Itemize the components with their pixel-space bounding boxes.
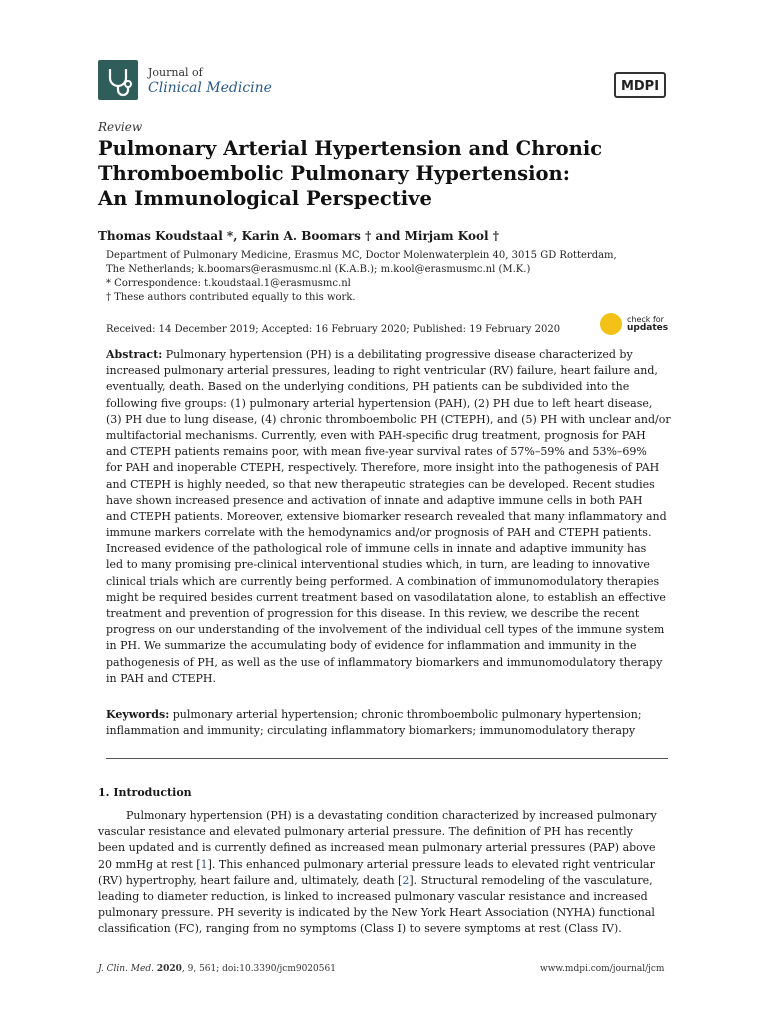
keywords-label: Keywords: bbox=[106, 708, 170, 721]
abstract-line: in PH. We summarize the accumulating body of evidence for inflammation and immunity in the bbox=[106, 639, 637, 653]
intro-text: leading to diameter reduction, is linked to increased pulmonary vascular resistance and increased bbox=[98, 889, 648, 903]
affiliation-line: The Netherlands; k.boomars@erasmusmc.nl (K.A.B.); m.kool@erasmusmc.nl (M.K.) bbox=[106, 264, 531, 275]
abstract-line: eventually, death. Based on the underlying conditions, PH patients can be subdivided into the bbox=[106, 380, 630, 394]
abstract-line: immune markers correlate with the hemodynamics and/or prognosis of PAH and CTEPH patients. bbox=[106, 526, 652, 540]
intro-text: ]. This enhanced pulmonary arterial pressure leads to elevated right ventricular bbox=[207, 857, 655, 871]
abstract-line: led to many promising pre-clinical interventional studies which, in turn, are leading to innovative bbox=[106, 558, 650, 572]
intro-line bbox=[98, 808, 672, 824]
affiliations bbox=[106, 249, 617, 305]
abstract-line: for PAH and inoperable CTEPH, respectively. Therefore, more insight into the pathogenesis of PAH bbox=[106, 461, 660, 475]
volume-doi: , 9, 561; doi:10.3390/jcm9020561 bbox=[181, 964, 336, 974]
journal-logo bbox=[98, 60, 138, 100]
publication-dates: Received: 14 December 2019; Accepted: 16 February 2020; Published: 19 February 2020 bbox=[106, 324, 561, 335]
intro-line bbox=[98, 857, 672, 873]
intro-text: pulmonary pressure. PH severity is indicated by the New York Heart Association (NYHA) functional bbox=[98, 906, 655, 920]
title-line: An Immunological Perspective bbox=[98, 187, 432, 210]
keywords-line bbox=[106, 707, 672, 723]
check-for-updates-icon[interactable] bbox=[600, 313, 622, 335]
intro-text: ]. Structural remodeling of the vasculature, bbox=[409, 873, 653, 887]
stethoscope-icon bbox=[98, 60, 138, 100]
abstract-line: progress on our understanding of the involvement of the individual cell types of the immune system bbox=[106, 623, 665, 637]
intro-line bbox=[98, 873, 672, 889]
author-list: Thomas Koudstaal *, Karin A. Boomars † and Mirjam Kool † bbox=[98, 229, 499, 243]
article-type: Review bbox=[98, 120, 143, 134]
title-line: Pulmonary Arterial Hypertension and Chronic bbox=[98, 137, 603, 160]
intro-text: 20 mmHg at rest [ bbox=[98, 857, 201, 871]
section-heading: 1. Introduction bbox=[98, 786, 192, 799]
abstract-line: increased pulmonary arterial pressures, leading to right ventricular (RV) failure, heart failure and, bbox=[106, 364, 658, 378]
abstract bbox=[106, 347, 672, 687]
abstract-line: clinical trials which are currently being performed. A combination of immunomodulatory therapies bbox=[106, 574, 660, 588]
abstract-line: Increased evidence of the pathological role of immune cells in innate and adaptive immunity has bbox=[106, 542, 647, 556]
affiliation-line: Department of Pulmonary Medicine, Erasmus MC, Doctor Molenwaterplein 40, 3015 GD Rotterdam, bbox=[106, 250, 617, 261]
keywords-text: pulmonary arterial hypertension; chronic thromboembolic pulmonary hypertension; bbox=[169, 708, 642, 721]
journal-url[interactable]: www.mdpi.com/journal/jcm bbox=[540, 964, 665, 974]
abstract-line: treatment and prevention of progression for this disease. In this review, we describe the recent bbox=[106, 607, 640, 620]
intro-text: been updated and is currently defined as increased mean pulmonary arterial pressures (PAP) above bbox=[98, 841, 656, 855]
citation-link[interactable]: 1 bbox=[200, 857, 208, 871]
abstract-line: might be required besides current treatment based on vasodilatation alone, to establish an effective bbox=[106, 590, 666, 604]
abstract-line: following five groups: (1) pulmonary arterial hypertension (PAH), (2) PH due to left heart disease, bbox=[106, 396, 653, 410]
abstract-line: and CTEPH patients. Moreover, extensive biomarker research revealed that many inflammatory and bbox=[106, 509, 667, 523]
intro-line bbox=[98, 889, 672, 905]
correspondence-line: * Correspondence: t.koudstaal.1@erasmusmc.nl bbox=[106, 278, 351, 289]
intro-line bbox=[98, 905, 672, 921]
abstract-line: pathogenesis of PH, as well as the use of inflammatory biomarkers and immunomodulatory therapy bbox=[106, 655, 663, 669]
abstract-text: Pulmonary hypertension (PH) is a debilitating progressive disease characterized by bbox=[162, 348, 633, 361]
publisher-logo[interactable]: MDPI bbox=[614, 72, 666, 98]
intro-text: classification (FC), ranging from no symptoms (Class I) to severe symptoms at rest (Class IV). bbox=[98, 922, 622, 936]
intro-line bbox=[98, 840, 672, 856]
equal-contribution-note: † These authors contributed equally to this work. bbox=[106, 292, 356, 303]
keywords bbox=[106, 707, 672, 739]
abstract-line: and CTEPH is highly needed, so that new therapeutic strategies can be developed. Recent studies bbox=[106, 477, 655, 491]
intro-line bbox=[98, 921, 672, 937]
abstract-line: in PAH and CTEPH. bbox=[106, 671, 216, 685]
abstract-line: (3) PH due to lung disease, (4) chronic thromboembolic PH (CTEPH), and (5) PH with unclear and/or bbox=[106, 412, 671, 426]
journal-label: Journal of bbox=[148, 66, 203, 79]
intro-text: Pulmonary hypertension (PH) is a devastating condition characterized by increased pulmonary bbox=[98, 809, 657, 822]
citation-footer bbox=[98, 964, 336, 974]
abstract-line: multifactorial mechanisms. Currently, even with PAH-specific drug treatment, prognosis for PAH bbox=[106, 428, 646, 442]
check-for-updates-badge[interactable] bbox=[627, 315, 668, 333]
journal-name: Clinical Medicine bbox=[148, 80, 272, 96]
check-for-updates-line2: updates bbox=[627, 323, 669, 333]
intro-text: vascular resistance and elevated pulmonary arterial pressure. The definition of PH has recently bbox=[98, 825, 633, 839]
article-title bbox=[98, 136, 658, 211]
abstract-line: have shown increased presence and activation of innate and adaptive immune cells in both PAH bbox=[106, 493, 643, 507]
citation-link[interactable]: 2 bbox=[402, 873, 410, 887]
intro-line bbox=[98, 824, 672, 840]
abstract-label: Abstract: bbox=[106, 348, 163, 361]
abstract-line: and CTEPH patients remains poor, with mean five-year survival rates of 57%–59% and 53%–69% bbox=[106, 445, 647, 459]
publication-year: 2020 bbox=[156, 964, 182, 974]
section-divider bbox=[106, 758, 668, 759]
intro-text: (RV) hypertrophy, heart failure and, ultimately, death [ bbox=[98, 873, 403, 887]
title-line: Thromboembolic Pulmonary Hypertension: bbox=[98, 162, 570, 185]
abstract-line bbox=[106, 347, 672, 363]
keywords-line: inflammation and immunity; circulating inflammatory biomarkers; immunomodulatory therapy bbox=[106, 724, 636, 738]
introduction-paragraph bbox=[98, 808, 672, 938]
journal-abbreviation: J. Clin. Med. bbox=[98, 964, 154, 974]
check-for-updates-line1: check for bbox=[627, 315, 664, 324]
